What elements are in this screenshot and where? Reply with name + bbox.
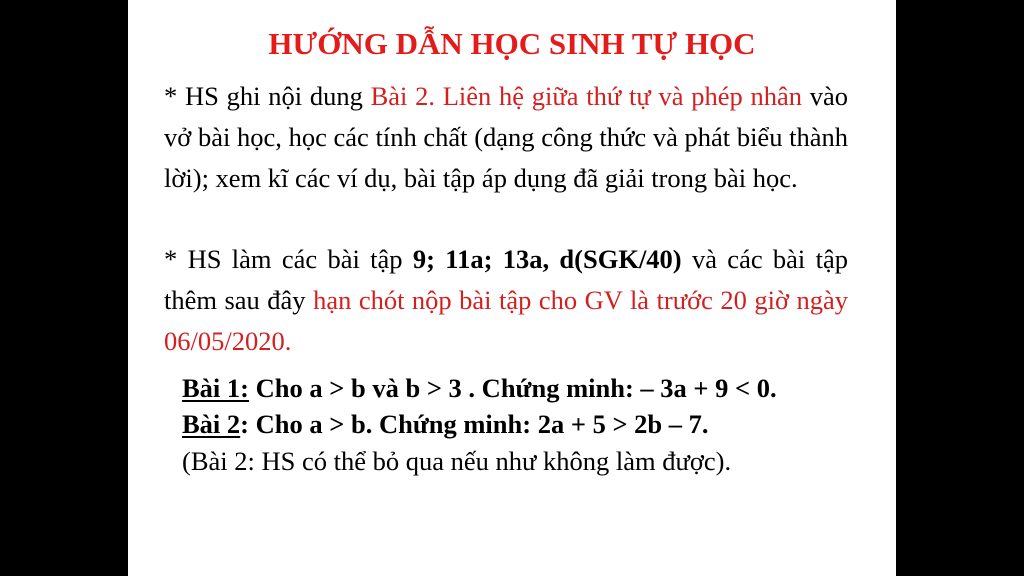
exercise-list: 9; 11a; 13a, d(SGK/40) [412, 244, 682, 274]
instruction-paragraph-2 [164, 239, 848, 362]
instruction-paragraph-1 [164, 76, 848, 199]
para1-prefix: * HS ghi nội dung [164, 81, 371, 111]
lesson-title-highlight: Bài 2. Liên hệ giữa thứ tự và phép nhân [370, 81, 802, 111]
exercise-note: (Bài 2: HS có thể bỏ qua nếu như không làm được). [182, 446, 732, 476]
exercise-1-text: Cho a > b và b > 3 . Chứng minh: – 3a + 9 < 0. [249, 373, 777, 403]
slide [128, 0, 896, 576]
para2-prefix: * HS làm các bài tập [164, 244, 413, 274]
exercise-1-label: Bài 1: [182, 373, 249, 403]
exercise-2 [182, 406, 709, 442]
exercise-2-label: Bài 2 [182, 409, 241, 439]
deadline-highlight: hạn chót nộp bài tập cho GV là trước 20 giờ ngày 06/05/2020. [164, 285, 848, 356]
para2-mid: và các bài tập thêm sau đây [164, 244, 848, 315]
exercise-1 [182, 370, 777, 406]
exercise-2-text: : Cho a > b. Chứng minh: 2a + 5 > 2b – 7. [240, 409, 709, 439]
slide-title: HƯỚNG DẪN HỌC SINH TỰ HỌC [268, 26, 756, 61]
para1-suffix: vào vở bài học, học các tính chất (dạng công thức và phát biểu thành lời); xem kĩ các ví dụ, bài tập áp dụng đã giải trong bài học. [164, 81, 849, 193]
